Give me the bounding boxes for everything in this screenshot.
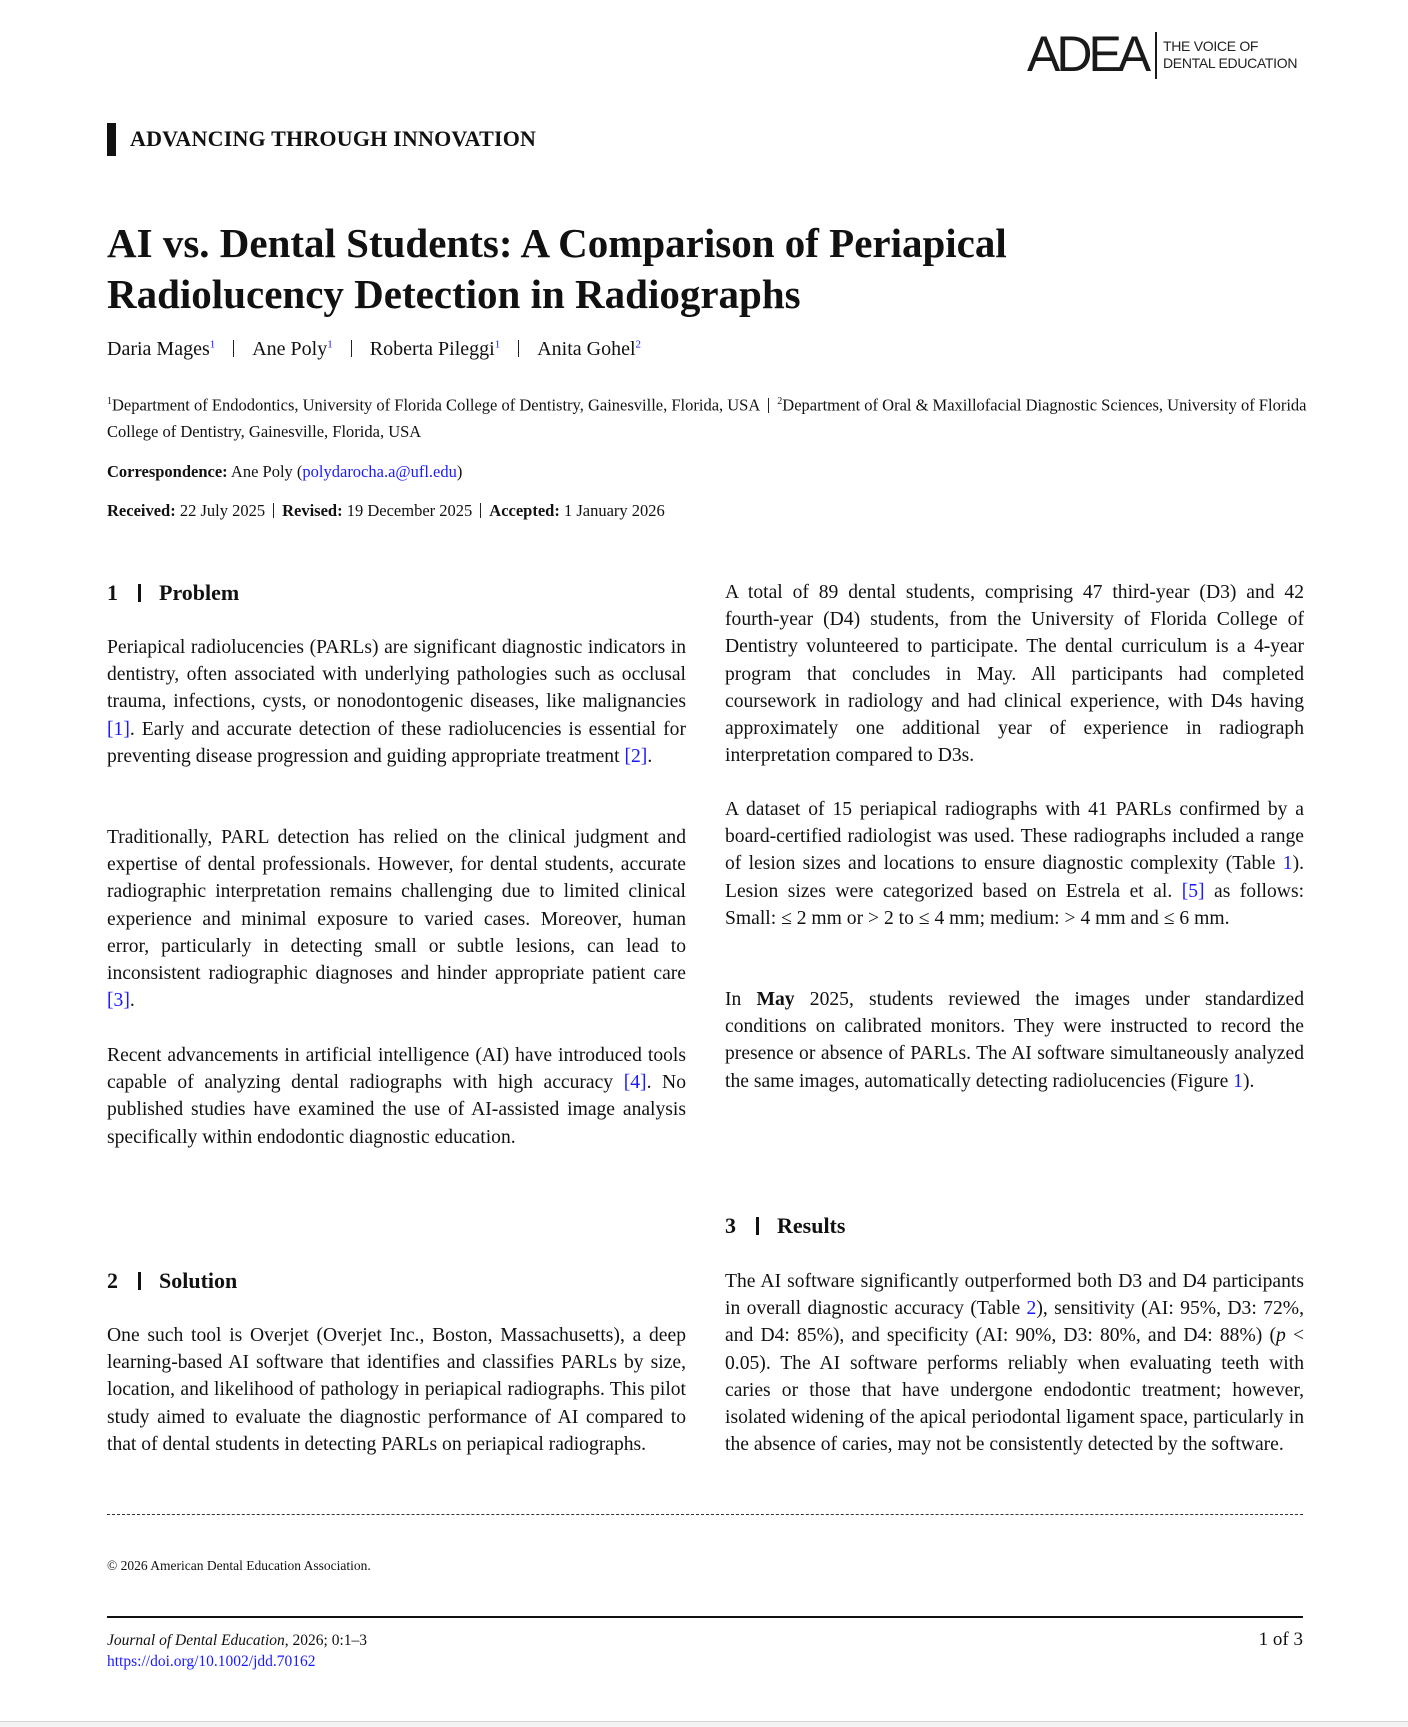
article-title (107, 218, 1307, 320)
author-name: Ane Poly (252, 338, 328, 360)
logo-tagline (1163, 38, 1297, 72)
separator (518, 340, 519, 357)
section-number: 2 (107, 1268, 118, 1293)
section-number: 1 (107, 580, 118, 605)
reference-link[interactable]: [5] (1181, 880, 1205, 902)
paragraph (725, 579, 1304, 769)
text-run: In (725, 989, 757, 1010)
revised-label: Revised: (282, 501, 343, 520)
text-run: . (647, 745, 653, 767)
affiliation-ref[interactable]: 1 (327, 338, 333, 351)
dashed-divider (107, 1514, 1303, 1515)
author (252, 338, 333, 360)
citation-details: , 2026; 0:1–3 (284, 1632, 368, 1649)
journal-citation (107, 1632, 367, 1650)
paragraph (725, 986, 1304, 1095)
reference-link[interactable]: 1 (1282, 853, 1293, 875)
section-heading-solution (107, 1268, 237, 1294)
heading-bar (756, 1217, 759, 1235)
tagline-line-1: THE VOICE OF (1163, 38, 1259, 54)
text-run: The AI software significantly outperformed both D3 and D4 participants in overall diagnostic accuracy (Table (725, 1271, 1304, 1320)
text-run: ), sensitivity (AI: 95%, D3: 72%, and D4: 85%), and specificity (AI: 90%, D3: 80%, and D4: 88%) ( (725, 1298, 1304, 1347)
correspondence: Correspondence: Ane Poly (polydarocha.a@ufl.edu) (107, 462, 463, 481)
text-run: A dataset of 15 periapical radiographs with 41 PARLs confirmed by a board-certified radiologist was used. These radiographs included a range of lesion sizes and locations to ensure diagnostic complexity (Table (725, 799, 1304, 875)
paragraph (107, 634, 686, 770)
text-run: ). Lesion sizes were categorized based on Estrela et al. (725, 853, 1304, 902)
page-number: 1 of 3 (1258, 1629, 1303, 1650)
author (370, 338, 500, 360)
text-run: 2025, students reviewed the images under standardized conditions on calibrated monitors. They were instructed to record the presence or absence of PARLs. The AI software simultaneously analyzed the same images, automatically detecting radiolucencies (Figure (725, 989, 1304, 1092)
separator (480, 503, 481, 518)
copyright: © 2026 American Dental Education Association. (107, 1558, 371, 1573)
affiliation-number: 2 (777, 396, 783, 407)
author-name: Anita Gohel (537, 338, 636, 360)
accepted-date: 1 January 2026 (563, 501, 665, 520)
revised-date: 19 December 2025 (346, 501, 473, 520)
title-line-1: AI vs. Dental Students: A Comparison of Periapical (107, 220, 1007, 266)
heading-bar (138, 1272, 141, 1290)
text-run: One such tool is Overjet (Overjet Inc., Boston, Massachusetts), a deep learning-based AI software that identifies and classifies PARLs by size, location, and likelihood of pathology in periapical radiographs. This pilot study aimed to evaluate the diagnostic performance of AI compared to that of dental students in detecting PARLs on periapical radiographs. (107, 1325, 686, 1455)
text-run: Recent advancements in artificial intelligence (AI) have introduced tools capable of analyzing dental radiographs with high accuracy (107, 1045, 686, 1094)
reference-link[interactable]: 2 (1026, 1298, 1037, 1320)
article-dates (107, 501, 665, 521)
adea-logo: ADEA (1027, 26, 1148, 82)
doi-link[interactable]: https://doi.org/10.1002/jdd.70162 (107, 1653, 316, 1670)
text-run: . (129, 990, 135, 1012)
text-run: . No published studies have examined the use of AI-assisted image analysis specifically within endodontic diagnostic education. (107, 1072, 687, 1148)
correspondence-label: Correspondence: (107, 462, 228, 481)
text-run: May (756, 989, 795, 1010)
affiliation-ref[interactable]: 1 (209, 338, 216, 351)
received-label: Received: (107, 501, 176, 520)
paragraph (107, 824, 686, 1014)
reference-link[interactable]: [3] (107, 990, 130, 1012)
affiliations (107, 389, 1307, 445)
reference-link[interactable]: 1 (1233, 1070, 1243, 1092)
section-heading-problem (107, 580, 239, 606)
reference-link[interactable]: [1] (107, 718, 130, 740)
separator (351, 340, 352, 357)
kicker-bar (107, 123, 116, 156)
paragraph (725, 1268, 1304, 1458)
section-title: Results (777, 1213, 846, 1238)
affiliation-number: 1 (107, 396, 112, 407)
paragraph (107, 1322, 686, 1458)
correspondence-name: Ane Poly (230, 462, 293, 481)
text-run: as follows: Small: ≤ 2 mm or > 2 to ≤ 4 mm; medium: > 4 mm and ≤ 6 mm. (725, 880, 1305, 929)
reference-link[interactable]: [4] (623, 1072, 647, 1094)
title-line-2: Radiolucency Detection in Radiographs (107, 271, 801, 317)
text-run: Periapical radiolucencies (PARLs) are significant diagnostic indicators in dentistry, often associated with underlying pathologies such as occlusal trauma, infections, cysts, or nonodontogenic diseases, like malignancies (107, 637, 686, 713)
footer-rule (107, 1616, 1303, 1618)
affiliation-ref[interactable]: 2 (635, 338, 642, 351)
affiliation-text: Department of Endodontics, University of Florida College of Dentistry, Gainesville, Florida, USA (112, 395, 761, 415)
text-run: < 0.05). The AI software performs reliably when evaluating teeth with caries or those that have undergone endodontic treatment; however, isolated widening of the apical periodontal ligament space, particularly in the absence of caries, may not be consistently detected by the software. (725, 1325, 1304, 1456)
paragraph (107, 1042, 686, 1151)
text-run: Traditionally, PARL detection has relied on the clinical judgment and expertise of dental professionals. However, for dental students, accurate radiographic interpretation remains challenging due to limited clinical experience and minimal exposure to varied cases. Moreover, human error, particularly in detecting small or subtle lesions, can lead to inconsistent radiographic diagnoses and hinder appropriate patient care (107, 827, 686, 985)
received-date: 22 July 2025 (179, 501, 266, 520)
tagline-line-2: DENTAL EDUCATION (1163, 55, 1298, 71)
separator (233, 340, 234, 357)
author (537, 338, 641, 360)
separator (768, 398, 769, 413)
author-name: Daria Mages (107, 338, 210, 360)
logo-divider (1155, 32, 1157, 79)
author-list (107, 338, 641, 361)
journal-name: Journal of Dental Education (107, 1632, 285, 1649)
author (107, 338, 215, 360)
text-run: A total of 89 dental students, comprising 47 third-year (D3) and 42 fourth-year (D4) students, from the University of Florida College of Dentistry volunteered to participate. The dental curriculum is a 4-year program that concludes in May. All participants had completed coursework in radiology and had clinical experience, with D4s having approximately one additional year of experience in radiograph interpretation compared to D3s. (725, 582, 1304, 767)
author-name: Roberta Pileggi (369, 338, 495, 360)
accepted-label: Accepted: (489, 501, 560, 520)
text-run: p (1276, 1325, 1286, 1347)
affiliation-text: Department of Oral & Maxillofacial Diagnostic Sciences, University of Florida College of Dentistry, Gainesville, Florida, USA (107, 395, 1307, 441)
section-kicker: ADVANCING THROUGH INNOVATION (130, 126, 537, 151)
section-title: Problem (159, 580, 240, 605)
separator (273, 503, 274, 518)
heading-bar (138, 584, 141, 602)
paragraph (725, 796, 1304, 932)
reference-link[interactable]: [2] (624, 745, 648, 767)
affiliation-ref[interactable]: 1 (494, 338, 501, 351)
correspondence-email-link[interactable]: polydarocha.a@ufl.edu (302, 462, 457, 481)
section-title: Solution (159, 1268, 238, 1293)
section-heading-results (725, 1213, 845, 1239)
viewer-bottom-edge (0, 1721, 1408, 1727)
text-run: ). (1242, 1070, 1255, 1092)
text-run: . Early and accurate detection of these radiolucencies is essential for preventing disease progression and guiding appropriate treatment (107, 718, 686, 767)
section-number: 3 (725, 1213, 736, 1238)
